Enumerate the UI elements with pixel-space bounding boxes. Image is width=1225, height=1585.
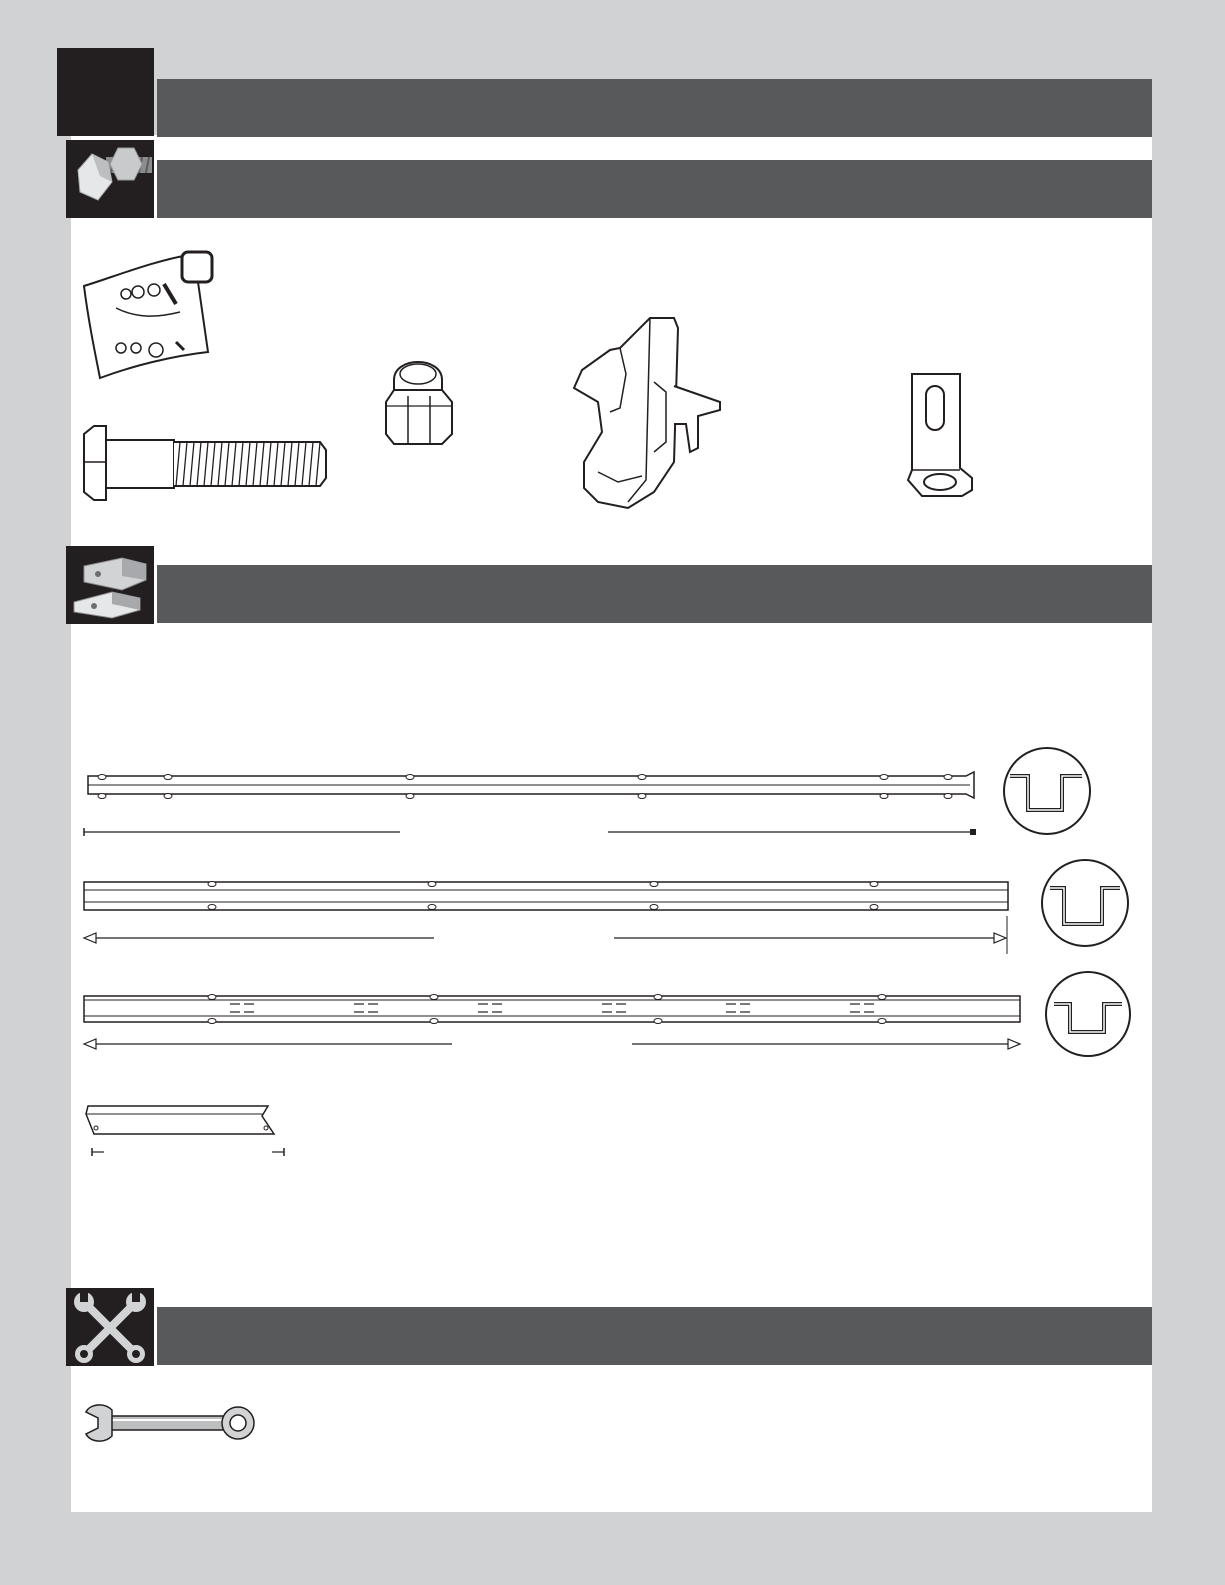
tools-bar xyxy=(157,1307,1152,1365)
rail-1-profile xyxy=(1002,746,1092,836)
crossed-wrenches-icon xyxy=(66,1288,154,1366)
bolt-nut-icon xyxy=(66,140,154,218)
angle-strip xyxy=(82,1102,292,1162)
hardware-bag-icon xyxy=(76,248,216,388)
hardware-bar xyxy=(157,160,1152,218)
cap-nut-icon xyxy=(380,350,460,450)
channel-rail-3 xyxy=(82,990,1026,1054)
title-bar xyxy=(157,79,1152,137)
hex-bolt-icon xyxy=(80,422,330,504)
parts-bar xyxy=(157,565,1152,623)
step-number-block xyxy=(57,48,154,136)
parts-icon-box xyxy=(66,546,154,624)
tools-icon-box xyxy=(66,1288,154,1366)
channel-rail-1 xyxy=(82,768,982,840)
rail-2-profile xyxy=(1040,858,1130,948)
plastic-clip-icon xyxy=(568,312,730,510)
hardware-icon-box xyxy=(66,140,154,218)
angle-bracket-icon xyxy=(898,368,978,500)
channel-rail-2 xyxy=(82,876,1012,956)
brackets-icon xyxy=(66,546,154,624)
combination-wrench-icon xyxy=(80,1402,260,1446)
rail-3-profile xyxy=(1044,970,1132,1058)
